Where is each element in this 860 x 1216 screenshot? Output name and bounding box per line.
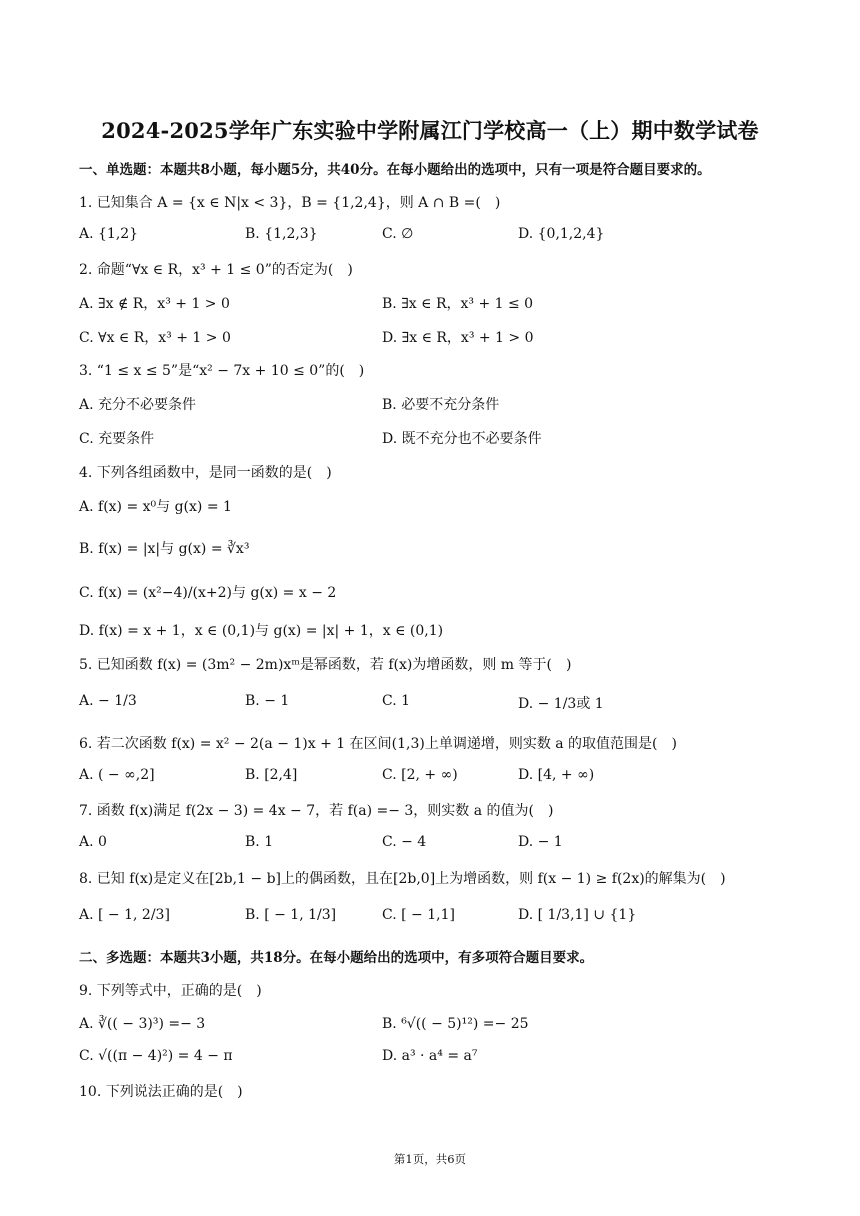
question-3-option-a: A. 充分不必要条件 — [79, 397, 197, 413]
question-2-option-d: D. ∃x ∈ R，x³ + 1 > 0 — [382, 330, 534, 346]
question-9-option-a: A. ∛(( − 3)³) =− 3 — [79, 1016, 206, 1032]
question-7-option-a: A. 0 — [79, 834, 107, 850]
question-8-option-c: C. [ − 1,1] — [382, 907, 455, 923]
question-9-option-b: B. ⁶√(( − 5)¹²) =− 25 — [382, 1016, 529, 1032]
question-1-option-b: B. {1,2,3} — [245, 226, 318, 242]
question-5-option-c: C. 1 — [382, 693, 411, 709]
question-1-option-c: C. ∅ — [382, 226, 414, 242]
question-9-option-c: C. √((π − 4)²) = 4 − π — [79, 1048, 233, 1064]
question-4-option-a: A. f(x) = x⁰与 g(x) = 1 — [79, 499, 232, 515]
question-6-option-a: A. ( − ∞,2] — [79, 767, 155, 783]
question-8-option-a: A. [ − 1, 2/3] — [79, 907, 170, 923]
question-3-option-d: D. 既不充分也不必要条件 — [382, 431, 542, 447]
question-2-stem: 2. 命题“∀x ∈ R，x³ + 1 ≤ 0”的否定为( ) — [79, 262, 353, 278]
section-heading-multiple-choice: 二、多选题：本题共3小题，共18分。在每小题给出的选项中，有多项符合题目要求。 — [79, 950, 594, 966]
question-5-option-d: D. − 1/3或 1 — [518, 696, 604, 712]
page-footer: 第1页，共6页 — [393, 1152, 467, 1166]
question-10-stem: 10. 下列说法正确的是( ) — [79, 1084, 243, 1100]
question-7-stem: 7. 函数 f(x)满足 f(2x − 3) = 4x − 7，若 f(a) =− 3，则实数 a 的值为( ) — [79, 803, 554, 819]
question-6-stem: 6. 若二次函数 f(x) = x² − 2(a − 1)x + 1 在区间(1,3)上单调递增，则实数 a 的取值范围是( ) — [79, 736, 677, 752]
question-9-stem: 9. 下列等式中，正确的是( ) — [79, 983, 262, 999]
page-title: 2024-2025学年广东实验中学附属江门学校高一（上）期中数学试卷 — [101, 118, 759, 143]
section-heading-single-choice: 一、单选题：本题共8小题，每小题5分，共40分。在每小题给出的选项中，只有一项是符合题目要求的。 — [79, 162, 711, 178]
question-6-option-d: D. [4, + ∞) — [518, 767, 595, 783]
question-7-option-c: C. − 4 — [382, 834, 427, 850]
question-9-option-d: D. a³ · a⁴ = a⁷ — [382, 1048, 478, 1064]
question-3-stem: 3. “1 ≤ x ≤ 5”是“x² − 7x + 10 ≤ 0”的( ) — [79, 363, 365, 379]
question-4-option-b: B. f(x) = |x|与 g(x) = ∛x³ — [79, 541, 250, 557]
question-4-stem: 4. 下列各组函数中，是同一函数的是( ) — [79, 465, 332, 481]
question-5-option-a: A. − 1/3 — [79, 693, 137, 709]
question-3-option-b: B. 必要不充分条件 — [382, 397, 500, 413]
question-6-option-c: C. [2, + ∞) — [382, 767, 458, 783]
question-1-stem: 1. 已知集合 A = {x ∈ N|x < 3}，B = {1,2,4}，则 A ∩ B =( ) — [79, 195, 501, 211]
question-5-option-b: B. − 1 — [245, 693, 290, 709]
question-4-option-d: D. f(x) = x + 1，x ∈ (0,1)与 g(x) = |x| + 1，x ∈ (0,1) — [79, 623, 444, 639]
question-8-option-d: D. [ 1/3,1] ∪ {1} — [518, 907, 637, 923]
question-1-option-a: A. {1,2} — [79, 226, 139, 242]
question-6-option-b: B. [2,4] — [245, 767, 298, 783]
question-2-option-c: C. ∀x ∈ R，x³ + 1 > 0 — [79, 330, 231, 346]
question-1-option-d: D. {0,1,2,4} — [518, 226, 605, 242]
question-3-option-c: C. 充要条件 — [79, 431, 155, 447]
question-2-option-a: A. ∃x ∉ R，x³ + 1 > 0 — [79, 296, 230, 312]
question-7-option-d: D. − 1 — [518, 834, 563, 850]
question-5-stem: 5. 已知函数 f(x) = (3m² − 2m)xᵐ是幂函数，若 f(x)为增函数，则 m 等于( ) — [79, 657, 572, 673]
question-8-stem: 8. 已知 f(x)是定义在[2b,1 − b]上的偶函数，且在[2b,0]上为增函数，则 f(x − 1) ≥ f(2x)的解集为( ) — [79, 871, 726, 887]
question-7-option-b: B. 1 — [245, 834, 274, 850]
question-2-option-b: B. ∃x ∈ R，x³ + 1 ≤ 0 — [382, 296, 534, 312]
question-8-option-b: B. [ − 1, 1/3] — [245, 907, 337, 923]
question-4-option-c: C. f(x) = (x²−4)/(x+2)与 g(x) = x − 2 — [79, 585, 337, 601]
